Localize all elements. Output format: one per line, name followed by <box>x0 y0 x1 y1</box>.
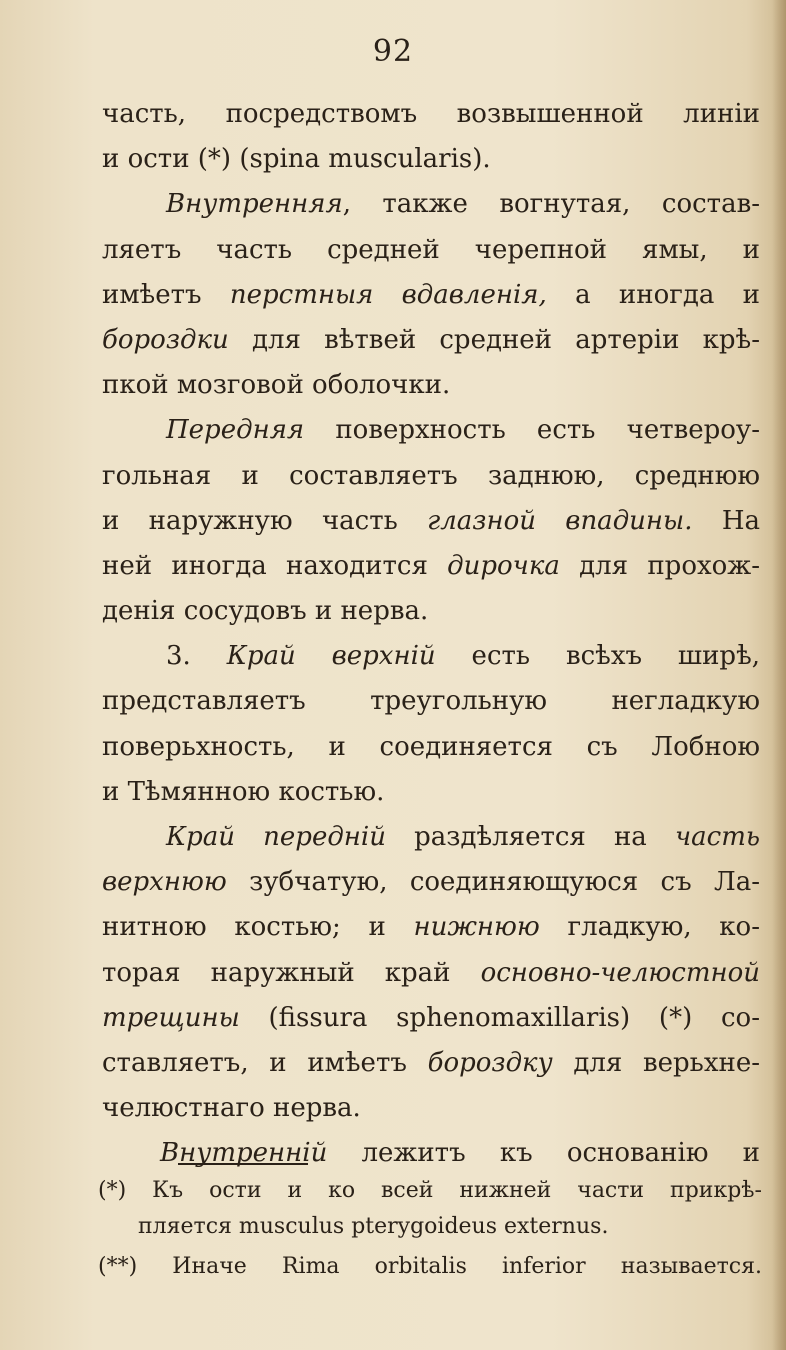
text-segment: лежитъ къ основанію и <box>327 1138 760 1169</box>
text-segment: ней иногда находится <box>102 550 448 581</box>
text-segment: часть, посредствомъ возвышенной линіи <box>102 99 760 129</box>
italic-term: нижнюю <box>413 912 540 943</box>
text-segment: представляетъ треугольную негладкую <box>102 686 760 717</box>
text-line <box>102 228 760 273</box>
text-line <box>102 905 760 950</box>
text-segment: челюстнаго нерва. <box>102 1093 361 1124</box>
text-line <box>102 363 760 408</box>
text-segment: поверхность есть четвероу- <box>304 415 760 446</box>
text-segment: поверьхность, и соединяется съ Лобною <box>102 731 760 762</box>
text-segment: , также вогнутая, состав- <box>342 189 760 220</box>
text-line <box>102 634 760 679</box>
text-segment: и Тѣмянною костью. <box>102 776 385 807</box>
text-segment: раздѣляется на <box>386 822 675 852</box>
italic-term: дирочка <box>447 550 560 581</box>
text-line <box>102 815 760 860</box>
text-line <box>102 860 760 905</box>
text-line <box>102 951 760 996</box>
text-line <box>102 499 760 544</box>
text-segment: для прохож- <box>559 550 760 581</box>
text-segment: ставляетъ, и имѣетъ <box>102 1047 428 1078</box>
text-line <box>102 679 760 724</box>
text-line <box>102 408 760 453</box>
italic-term: трещины <box>102 1002 240 1033</box>
italic-term: верхнюю <box>102 867 227 898</box>
text-line <box>102 544 760 589</box>
italic-term: бороздку <box>427 1047 553 1078</box>
text-segment: и ости (*) (spina muscularis). <box>102 144 491 175</box>
footnote-rule <box>178 1163 308 1165</box>
text-line <box>102 273 760 318</box>
text-line <box>102 137 760 182</box>
text-line <box>102 1086 760 1131</box>
italic-term: часть <box>674 822 760 852</box>
italic-term: Край передній <box>166 822 386 852</box>
text-line <box>102 92 760 137</box>
italic-term: Передняя <box>166 415 305 446</box>
italic-term: перстныя вдавленія, <box>229 279 547 310</box>
page-number: 92 <box>372 34 414 69</box>
italic-term: Внутренняя <box>166 189 343 220</box>
text-line <box>102 182 760 227</box>
italic-term: бороздки <box>102 324 229 355</box>
text-segment: гольная и составляетъ заднюю, среднюю <box>102 460 760 491</box>
text-line <box>102 770 760 815</box>
footnote-line: пляется musculus pterygoideus externus. <box>138 1214 609 1239</box>
italic-term: Внутренній <box>160 1138 328 1169</box>
text-segment: есть всѣхъ ширѣ, <box>435 641 760 672</box>
text-segment: ляетъ часть средней черепной ямы, и <box>102 234 760 265</box>
text-segment: (fissura sphenomaxillaris) (*) со- <box>239 1002 760 1033</box>
text-line <box>102 318 760 363</box>
text-segment: денія сосудовъ и нерва. <box>102 596 429 627</box>
italic-term: Край верхній <box>226 641 436 672</box>
text-line <box>102 1041 760 1086</box>
footnote-line: (**) Иначе Rima orbitalis inferior называется. <box>98 1254 762 1279</box>
body-text <box>102 92 760 1177</box>
italic-term: глазной впадины. <box>427 505 693 536</box>
text-segment: На <box>692 505 760 536</box>
text-line <box>102 454 760 499</box>
italic-term: основно-челюстной <box>480 957 760 988</box>
text-segment: зубчатую, соединяющуюся съ Ла- <box>226 867 760 898</box>
text-segment: нитною костью; и <box>102 912 414 943</box>
text-segment: для вѣтвей средней артеріи крѣ- <box>228 324 760 355</box>
text-line <box>102 589 760 634</box>
footnote-line: (*) Къ ости и ко всей нижней части прикрѣ- <box>98 1178 762 1203</box>
text-segment: имѣетъ <box>102 279 230 310</box>
text-segment: для верьхне- <box>552 1047 760 1078</box>
text-line <box>102 1131 760 1176</box>
text-segment: 3. <box>166 641 227 672</box>
text-line <box>102 725 760 770</box>
text-segment: торая наружный край <box>102 957 481 988</box>
page-edge-shadow <box>772 0 786 1350</box>
text-segment: гладкую, ко- <box>539 912 760 943</box>
text-segment: а иногда и <box>546 279 760 310</box>
text-segment: пкой мозговой оболочки. <box>102 370 451 401</box>
text-segment: и наружную часть <box>102 505 428 536</box>
text-line <box>102 996 760 1041</box>
